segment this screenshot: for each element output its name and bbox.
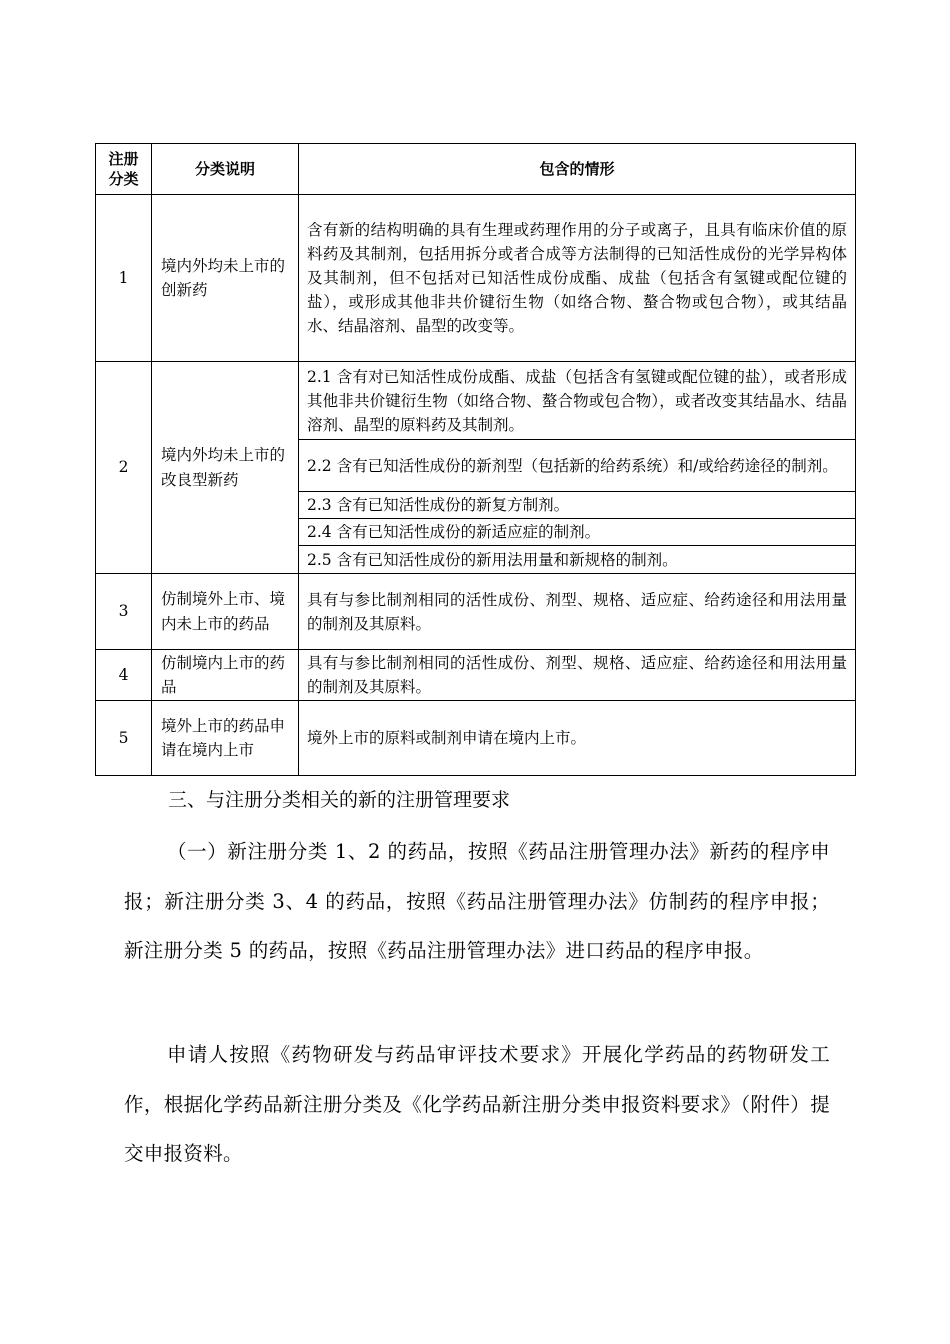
table-row [96, 362, 856, 440]
class-description: 境内外均未上市的创新药 [152, 195, 299, 362]
case-text: 2.4 含有已知活性成份的新适应症的制剂。 [299, 519, 856, 546]
case-text: 2.5 含有已知活性成份的新用法用量和新规格的制剂。 [299, 546, 856, 574]
registration-classification-table [95, 143, 856, 776]
table-row [96, 195, 856, 362]
table-row [96, 574, 856, 650]
class-number: 1 [96, 195, 152, 362]
case-text: 含有新的结构明确的具有生理或药理作用的分子或离子，且具有临床价值的原料药及其制剂，包括用拆分或者合成等方法制得的已知活性成份的光学异构体及其制剂，但不包括对已知活性成份成酯、成盐（包括含有氢键或配位键的盐），或形成其他非共价键衍生物（如络合物、螯合物或包合物），或其结晶水、结晶溶剂、晶型的改变等。 [299, 195, 856, 362]
case-text: 2.2 含有已知活性成份的新剂型（包括新的给药系统）和/或给药途径的制剂。 [299, 440, 856, 492]
section-heading: 三、与注册分类相关的新的注册管理要求 [168, 789, 511, 811]
class-number: 2 [96, 362, 152, 574]
table-row [96, 701, 856, 776]
class-number: 4 [96, 650, 152, 701]
class-number: 5 [96, 701, 152, 776]
class-number: 3 [96, 574, 152, 650]
case-text: 境外上市的原料或制剂申请在境内上市。 [299, 701, 856, 776]
class-description: 仿制境外上市、境内未上市的药品 [152, 574, 299, 650]
header-class-description: 分类说明 [152, 144, 299, 195]
paragraph: 申请人按照《药物研发与药品审评技术要求》开展化学药品的药物研发工作，根据化学药品新注册分类及《化学药品新注册分类申报资料要求》（附件）提交申报资料。 [124, 1043, 830, 1165]
case-text: 具有与参比制剂相同的活性成份、剂型、规格、适应症、给药途径和用法用量的制剂及其原料。 [299, 574, 856, 650]
header-included-cases: 包含的情形 [299, 144, 856, 195]
class-description: 仿制境内上市的药品 [152, 650, 299, 701]
paragraph: （一）新注册分类 1、2 的药品，按照《药品注册管理办法》新药的程序申报；新注册分类 3、4 的药品，按照《药品注册管理办法》仿制药的程序申报；新注册分类 5 的药品，按照《药品注册管理办法》进口药品的程序申报。 [124, 840, 830, 962]
header-registration-class: 注册分类 [96, 144, 152, 195]
table-header-row [96, 144, 856, 195]
case-text: 2.1 含有对已知活性成份成酯、成盐（包括含有氢键或配位键的盐），或者形成其他非共价键衍生物（如络合物、螯合物或包合物），或者改变其结晶水、结晶溶剂、晶型的原料药及其制剂。 [299, 362, 856, 440]
class-description: 境内外均未上市的改良型新药 [152, 362, 299, 574]
case-text: 2.3 含有已知活性成份的新复方制剂。 [299, 492, 856, 519]
class-description: 境外上市的药品申请在境内上市 [152, 701, 299, 776]
table-row [96, 650, 856, 701]
case-text: 具有与参比制剂相同的活性成份、剂型、规格、适应症、给药途径和用法用量的制剂及其原料。 [299, 650, 856, 701]
